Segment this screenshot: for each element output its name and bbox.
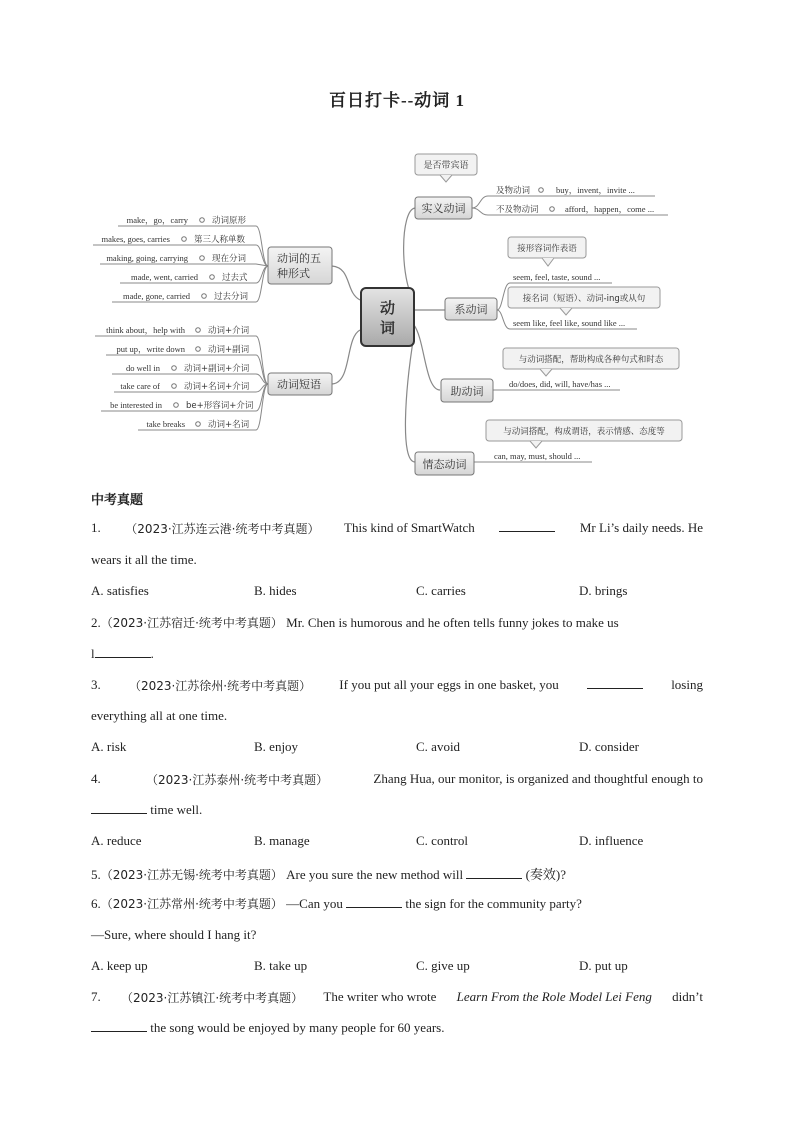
option-d[interactable]: D. influence	[579, 833, 644, 848]
leaf-example: made, gone, carried	[122, 291, 190, 301]
option-c[interactable]: C. control	[416, 833, 468, 848]
question-source: （2023·江苏常州·统考中考真题）	[100, 897, 283, 911]
leaf-example: think about，help with	[106, 325, 185, 335]
option-d[interactable]: D. put up	[579, 958, 628, 973]
center-label-2: 词	[379, 319, 396, 337]
leaf-example: makes, goes, carries	[101, 234, 170, 244]
leaf-term: 现在分词	[212, 254, 247, 264]
modal-label: 情态动词	[422, 458, 467, 471]
option-c[interactable]: C. avoid	[416, 739, 461, 754]
option-a[interactable]: A. satisfies	[91, 583, 149, 598]
answer-blank[interactable]	[587, 677, 643, 689]
question-number: 6.	[91, 896, 101, 911]
question-source: （2023·江苏徐州·统考中考真题）	[128, 679, 312, 693]
option-a[interactable]: A. reduce	[91, 833, 142, 848]
question-number: 5.	[91, 867, 101, 882]
leaf-example: seem like, feel like, sound like ...	[513, 318, 626, 328]
node-phrases	[268, 373, 332, 395]
node-modal-verbs	[415, 420, 682, 475]
center-node	[361, 288, 414, 346]
bullet-icon	[202, 294, 207, 299]
question-text: (奏效)?	[525, 867, 567, 882]
question-number: 7.	[91, 989, 101, 1004]
option-b[interactable]: B. manage	[254, 833, 310, 848]
note-label: 与动词搭配，构成谓语，表示情感、态度等	[503, 427, 665, 437]
option-d[interactable]: D. brings	[579, 583, 628, 598]
bullet-icon	[196, 328, 201, 333]
question-1-line2: wears it all the time.	[91, 552, 197, 567]
question-7	[91, 989, 703, 1006]
bullet-icon	[196, 347, 201, 352]
question-number: 4.	[91, 771, 101, 786]
leaf-example: take care of	[120, 381, 160, 391]
question-text: The writer who wrote	[323, 989, 437, 1004]
question-6	[91, 895, 582, 912]
question-4	[91, 771, 703, 788]
bullet-icon	[210, 275, 215, 280]
question-4-line2	[91, 802, 202, 818]
option-a[interactable]: A. keep up	[91, 958, 148, 973]
leaf-example: buy，invent，invite ...	[556, 185, 635, 195]
leaf-example: making, going, carrying	[106, 253, 188, 263]
question-text: time well.	[150, 802, 203, 817]
leaf-term: be+形容词+介词	[186, 401, 254, 411]
question-number: 1.	[91, 520, 101, 535]
bullet-icon	[174, 403, 179, 408]
node-notional-verbs	[415, 154, 654, 219]
question-text: l	[91, 646, 95, 661]
phrases-label: 动词短语	[277, 378, 321, 391]
question-text: didn’t	[672, 989, 703, 1004]
option-b[interactable]: B. hides	[254, 583, 297, 598]
bullet-icon	[182, 237, 187, 242]
question-text: the song would be enjoyed by many people for 60 years.	[150, 1020, 445, 1035]
answer-blank[interactable]	[346, 896, 402, 908]
question-text: the sign for the community party?	[405, 896, 582, 911]
leaf-example: put up，write down	[116, 344, 185, 354]
five-forms-leaves	[102, 215, 249, 302]
question-3-line2: everything all at one time.	[91, 708, 228, 723]
note-label: 与动词搭配，帮助构成各种句式和时态	[518, 355, 664, 365]
leaf-example: do/does, did, will, have/has ...	[509, 379, 611, 389]
answer-blank[interactable]	[95, 646, 151, 658]
leaf-term: 动词+介词	[208, 326, 250, 336]
answer-blank[interactable]	[91, 1020, 147, 1032]
leaf-term: 动词+副词+介词	[184, 364, 250, 374]
option-b[interactable]: B. enjoy	[254, 739, 299, 754]
question-2	[91, 614, 619, 631]
question-text: Mr. Chen is humorous and he often tells funny jokes to make us	[286, 615, 619, 630]
question-6-line2: —Sure, where should I hang it?	[91, 927, 257, 942]
question-5	[91, 864, 566, 883]
question-text: If you put all your eggs in one basket, you	[339, 677, 559, 692]
question-text: Are you sure the new method will	[286, 867, 464, 882]
node-auxiliary-verbs	[441, 348, 679, 402]
question-1	[91, 520, 703, 537]
leaf-term: 动词+副词	[208, 345, 250, 355]
leaf-example: do well in	[126, 363, 160, 373]
question-2-line2	[91, 646, 154, 662]
bullet-icon	[539, 188, 544, 193]
five-forms-label-2: 种形式	[277, 267, 310, 280]
option-c[interactable]: C. carries	[416, 583, 466, 598]
answer-blank[interactable]	[466, 867, 522, 879]
question-3	[91, 677, 703, 694]
leaf-example: be interested in	[110, 400, 162, 410]
bullet-icon	[200, 218, 205, 223]
leaf-example: made, went, carried	[130, 272, 198, 282]
question-text: .	[150, 646, 154, 661]
book-title: Learn From the Role Model Lei Feng	[456, 989, 652, 1004]
question-source: （2023·江苏连云港·统考中考真题）	[125, 522, 320, 536]
option-b[interactable]: B. take up	[254, 958, 308, 973]
bullet-icon	[200, 256, 205, 261]
question-number: 2.	[91, 615, 101, 630]
auxiliary-label: 助动词	[450, 385, 484, 398]
leaf-term: 过去分词	[214, 292, 249, 302]
option-d[interactable]: D. consider	[579, 739, 639, 754]
five-forms-label-1: 动词的五	[277, 252, 321, 265]
section-title: 中考真题	[91, 493, 144, 508]
verb-mind-map	[0, 140, 794, 480]
leaf-term: 及物动词	[496, 186, 531, 196]
leaf-term: 第三人称单数	[194, 235, 246, 245]
question-text: This kind of SmartWatch	[344, 520, 475, 535]
note-label: 接名词（短语）、动词-ing或从句	[522, 294, 646, 304]
leaf-example: seem, feel, taste, sound ...	[513, 272, 601, 282]
question-text: losing	[671, 677, 703, 692]
leaf-example: make，go，carry	[126, 215, 188, 225]
notional-label: 实义动词	[421, 202, 466, 215]
question-number: 3.	[91, 677, 101, 692]
question-source: （2023·江苏无锡·统考中考真题）	[100, 868, 283, 882]
option-a[interactable]: A. risk	[91, 739, 127, 754]
node-five-forms	[268, 247, 332, 284]
leaf-term: 不及物动词	[496, 205, 539, 215]
note-label: 接形容词作表语	[517, 244, 577, 254]
bullet-icon	[172, 384, 177, 389]
leaf-example: take breaks	[146, 419, 185, 429]
leaf-example: afford，happen，come ...	[565, 204, 655, 214]
question-source: （2023·江苏宿迁·统考中考真题）	[100, 616, 283, 630]
linking-label: 系动词	[454, 303, 488, 316]
leaf-term: 动词原形	[212, 216, 247, 226]
center-label-1: 动	[379, 299, 396, 317]
question-source: （2023·江苏泰州·统考中考真题）	[145, 773, 329, 787]
leaf-example: can, may, must, should ...	[494, 451, 581, 461]
leaf-term: 动词+名词+介词	[184, 382, 250, 392]
answer-blank[interactable]	[91, 802, 147, 814]
option-c[interactable]: C. give up	[416, 958, 470, 973]
question-source: （2023·江苏镇江·统考中考真题）	[121, 991, 304, 1005]
note-label: 是否带宾语	[423, 161, 469, 171]
leaf-term: 过去式	[222, 273, 248, 283]
question-7-line2	[91, 1020, 444, 1036]
phrase-leaves	[106, 325, 254, 430]
question-text: Zhang Hua, our monitor, is organized and thoughtful enough to	[373, 771, 703, 786]
question-text: Mr Li’s daily needs. He	[579, 520, 703, 535]
question-text: —Can you	[286, 896, 343, 911]
bullet-icon	[550, 207, 555, 212]
page-title: 百日打卡--动词 1	[328, 91, 466, 110]
bullet-icon	[196, 422, 201, 427]
bullet-icon	[172, 366, 177, 371]
leaf-term: 动词+名词	[208, 420, 250, 430]
answer-blank[interactable]	[499, 520, 555, 532]
